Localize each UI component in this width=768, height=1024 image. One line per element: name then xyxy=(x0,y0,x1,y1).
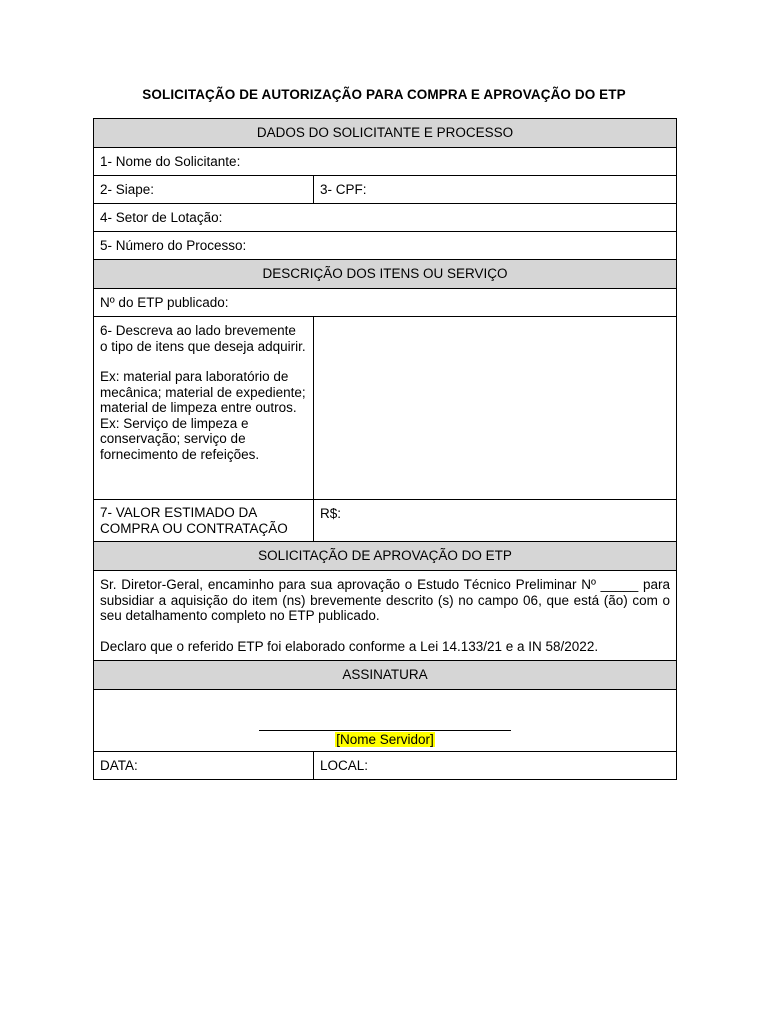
row-nome-solicitante xyxy=(94,148,677,176)
signature-name-placeholder: [Nome Servidor] xyxy=(336,731,434,747)
document-title: SOLICITAÇÃO DE AUTORIZAÇÃO PARA COMPRA E APROVAÇÃO DO ETP xyxy=(142,87,626,102)
row-data-local xyxy=(94,752,677,780)
section-dados-title: DADOS DO SOLICITANTE E PROCESSO xyxy=(94,119,677,148)
valor-estimado-label: 7- VALOR ESTIMADO DA COMPRA OU CONTRATAÇÃO xyxy=(94,500,314,542)
section-dados-header xyxy=(94,119,677,148)
field-numero-processo[interactable]: 5- Número do Processo: xyxy=(94,232,677,260)
section-aprovacao-header xyxy=(94,542,677,571)
signature-line xyxy=(259,729,511,731)
aprovacao-text-block xyxy=(94,571,677,661)
row-descricao-itens xyxy=(94,317,677,500)
field-cpf[interactable]: 3- CPF: xyxy=(314,176,677,204)
descricao-instructions xyxy=(94,317,314,500)
row-siape-cpf xyxy=(94,176,677,204)
row-valor-estimado xyxy=(94,500,677,542)
section-aprovacao-title: SOLICITAÇÃO DE APROVAÇÃO DO ETP xyxy=(94,542,677,571)
descricao-exemplo-servico: Ex: Serviço de limpeza e conservação; serviço de fornecimento de refeições. xyxy=(100,415,260,462)
field-nome-solicitante[interactable]: 1- Nome do Solicitante: xyxy=(94,148,677,176)
field-local[interactable]: LOCAL: xyxy=(314,752,677,780)
field-siape[interactable]: 2- Siape: xyxy=(94,176,314,204)
section-descricao-header xyxy=(94,260,677,289)
row-aprovacao-texto xyxy=(94,571,677,661)
section-descricao-title: DESCRIÇÃO DOS ITENS OU SERVIÇO xyxy=(94,260,677,289)
section-assinatura-title: ASSINATURA xyxy=(94,661,677,690)
aprovacao-paragraph-2: Declaro que o referido ETP foi elaborado conforme a Lei 14.133/21 e a IN 58/2022. xyxy=(100,638,599,654)
row-setor xyxy=(94,204,677,232)
field-data[interactable]: DATA: xyxy=(94,752,314,780)
descricao-prompt: 6- Descreva ao lado brevemente o tipo de itens que deseja adquirir. xyxy=(100,323,306,354)
row-etp-publicado xyxy=(94,289,677,317)
request-form-table xyxy=(93,118,677,780)
signature-area[interactable] xyxy=(94,690,677,752)
field-valor-estimado[interactable]: R$: xyxy=(314,500,677,542)
aprovacao-paragraph-1: Sr. Diretor-Geral, encaminho para sua aprovação o Estudo Técnico Preliminar Nº _____ para subsidiar a aquisição do item (ns) brevemente descrito (s) no campo 06, que está (ão) com o seu detalhamento completo no ETP publicado. xyxy=(100,577,671,623)
section-assinatura-header xyxy=(94,661,677,690)
row-assinatura xyxy=(94,690,677,752)
descricao-exemplo-material: Ex: material para laboratório de mecânica; material de expediente; material de limpeza entre outros. xyxy=(100,369,306,415)
field-setor-lotacao[interactable]: 4- Setor de Lotação: xyxy=(94,204,677,232)
field-descricao-itens[interactable] xyxy=(314,317,677,500)
field-etp-publicado[interactable]: Nº do ETP publicado: xyxy=(94,289,677,317)
row-processo xyxy=(94,232,677,260)
